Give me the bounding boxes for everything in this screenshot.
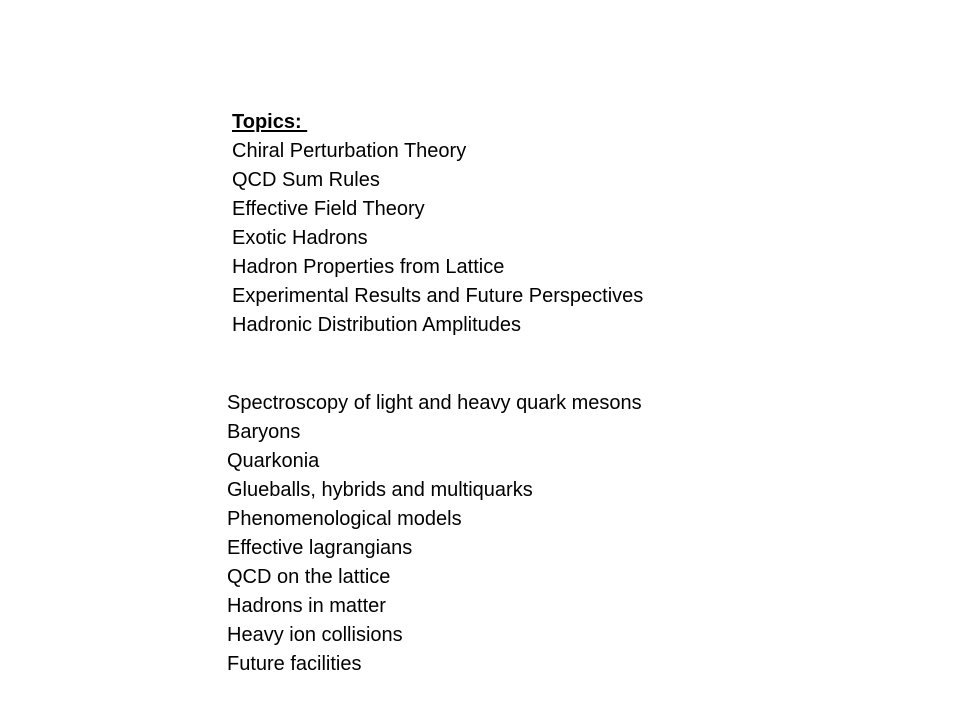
topics-list-item: Effective Field Theory (232, 198, 425, 220)
subjects-list-item: Hadrons in matter (227, 595, 386, 617)
topics-list-item: Hadronic Distribution Amplitudes (232, 314, 522, 336)
topics-list-item: QCD Sum Rules (232, 169, 380, 191)
topics-list (232, 137, 643, 340)
subjects-list-item: Effective lagrangians (227, 537, 413, 559)
subjects-list-item: Baryons (227, 421, 301, 443)
subjects-list-item: Future facilities (227, 653, 362, 675)
topics-list-item: Exotic Hadrons (232, 227, 368, 249)
subjects-list-item: Glueballs, hybrids and multiquarks (227, 479, 533, 501)
topics-list-item: Chiral Perturbation Theory (232, 140, 467, 162)
topics-list-item: Experimental Results and Future Perspectives (232, 285, 644, 307)
subjects-section (227, 389, 642, 679)
topics-list-item: Hadron Properties from Lattice (232, 256, 505, 278)
subjects-list-item: Heavy ion collisions (227, 624, 403, 646)
subjects-list-item: Spectroscopy of light and heavy quark mesons (227, 392, 642, 414)
subjects-list-item: Quarkonia (227, 450, 320, 472)
topics-heading: Topics: (232, 111, 308, 133)
subjects-list-item: QCD on the lattice (227, 566, 391, 588)
topics-section (232, 108, 643, 340)
subjects-list (227, 389, 642, 679)
subjects-list-item: Phenomenological models (227, 508, 462, 530)
